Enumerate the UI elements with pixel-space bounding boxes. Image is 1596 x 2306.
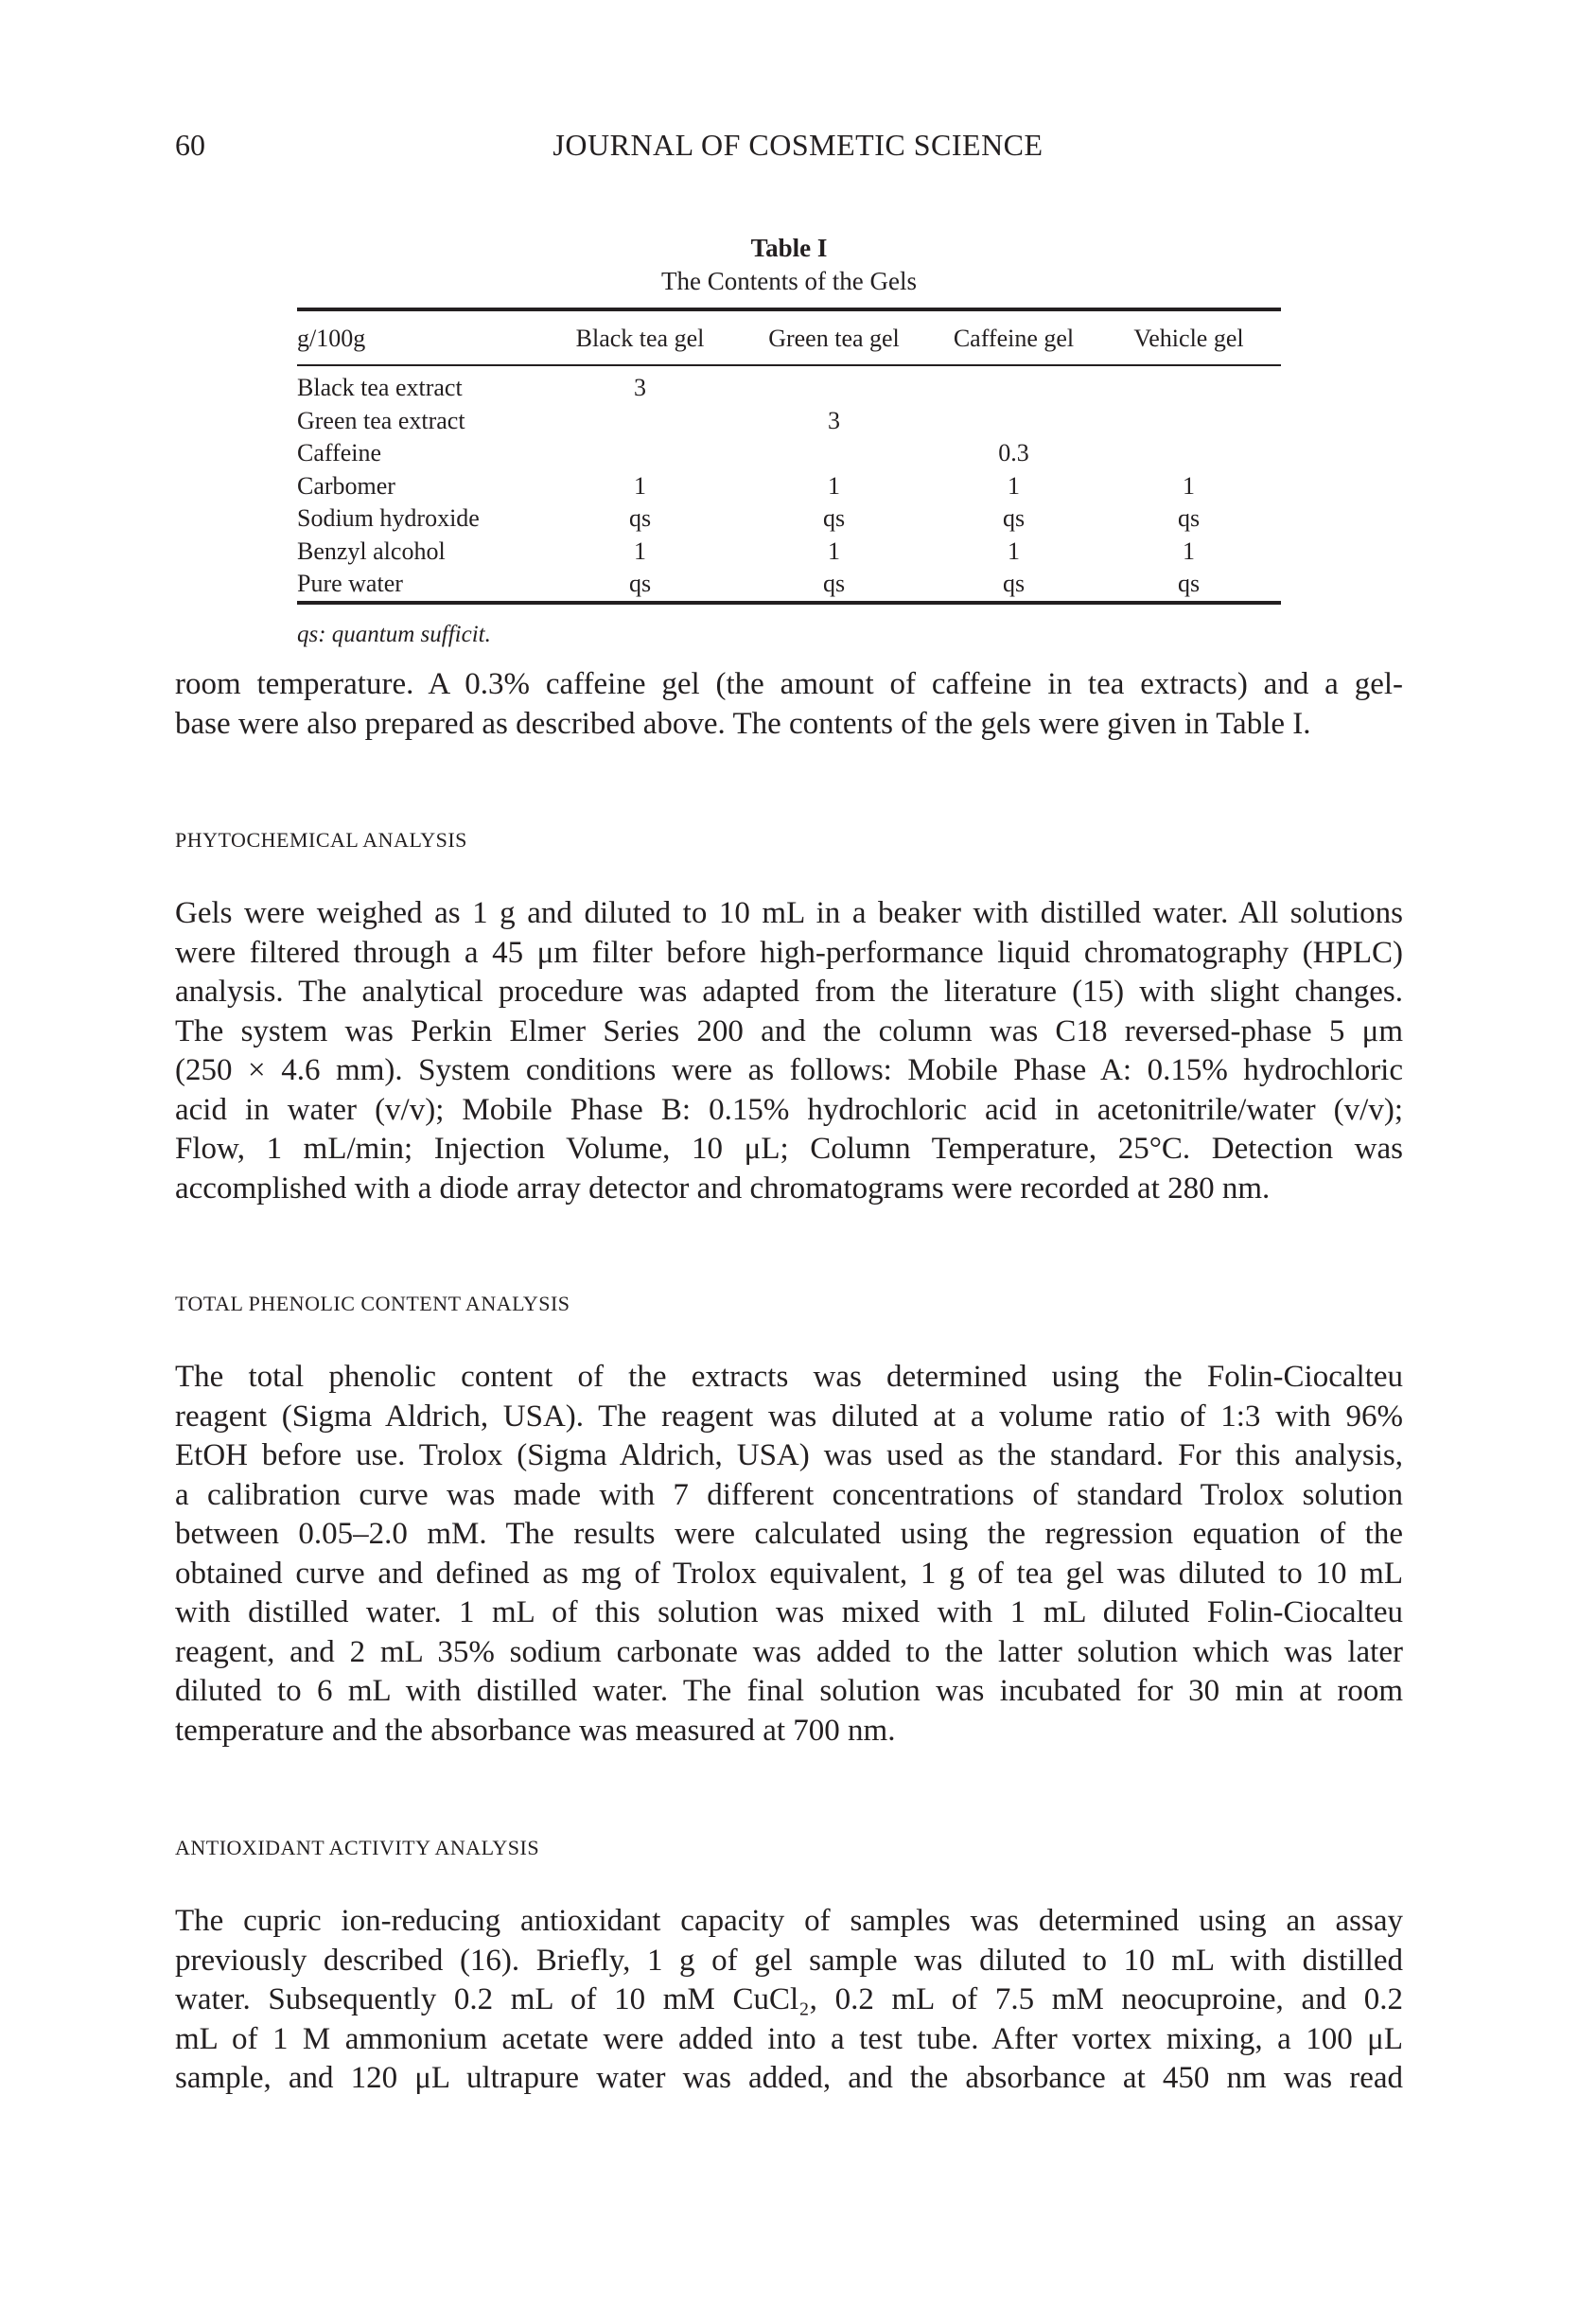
- text-line: obtained curve and defined as mg of Trolox equivalent, 1 g of tea gel was diluted to 10 mL: [175, 1556, 1403, 1591]
- table-label: Table I: [750, 234, 828, 262]
- table-row: [297, 502, 1281, 536]
- paragraph-total-phenolic: [175, 1358, 1403, 1751]
- table-row: [297, 405, 1281, 438]
- text-line: The system was Perkin Elmer Series 200 and the column was C18 reversed-phase 5 μm: [175, 1013, 1403, 1048]
- column-header: g/100g: [297, 325, 366, 352]
- row-label: Black tea extract: [297, 374, 463, 401]
- paragraph-phytochemical: [175, 894, 1403, 1208]
- table-cell: [931, 365, 1096, 405]
- text-line: Flow, 1 mL/min; Injection Volume, 10 μL; Column Temperature, 25°C. Detection was: [175, 1132, 1403, 1166]
- table-cell: qs: [1177, 504, 1201, 532]
- table-footnote: qs: quantum sufficit.: [297, 621, 491, 647]
- text-line: reagent, and 2 mL 35% sodium carbonate was added to the latter solution which was later: [175, 1634, 1403, 1669]
- table-cell: 1: [1183, 471, 1195, 500]
- table-caption: The Contents of the Gels: [661, 267, 917, 295]
- table-cell: 3: [634, 374, 646, 401]
- table-cell: 1: [1183, 537, 1195, 565]
- intro-paragraph: [175, 665, 1403, 744]
- table-cell: qs: [628, 504, 652, 532]
- section-heading-total-phenolic: TOTAL PHENOLIC CONTENT ANALYSIS: [175, 1292, 570, 1315]
- table-row: [297, 536, 1281, 569]
- journal-title: JOURNAL OF COSMETIC SCIENCE: [552, 128, 1044, 162]
- table-cell: 1: [828, 537, 840, 565]
- text-line: Gels were weighed as 1 g and diluted to 10 mL in a beaker with distilled water. All solutions: [175, 896, 1403, 930]
- paragraph-antioxidant: [175, 1902, 1403, 2099]
- text-line: base were also prepared as described above. The contents of the gels were given in Table I.: [175, 706, 1311, 741]
- table-cell: [931, 405, 1096, 438]
- column-header: Vehicle gel: [1133, 325, 1244, 352]
- table-cell: qs: [1002, 570, 1026, 597]
- text-line: temperature and the absorbance was measured at 700 nm.: [175, 1713, 896, 1748]
- table-cell: qs: [822, 504, 846, 532]
- table-row: [297, 470, 1281, 503]
- text-line: water. Subsequently 0.2 mL of 10 mM CuCl₂, 0.2 mL of 7.5 mM neocuproine, and 0.2: [175, 1982, 1403, 2016]
- column-header: Green tea gel: [768, 325, 900, 352]
- text-line: accomplished with a diode array detector and chromatograms were recorded at 280 nm.: [175, 1171, 1271, 1206]
- text-line: (250 × 4.6 mm). System conditions were as follows: Mobile Phase A: 0.15% hydrochloric: [175, 1053, 1403, 1087]
- section-heading-antioxidant: ANTIOXIDANT ACTIVITY ANALYSIS: [175, 1836, 540, 1859]
- text-line: reagent (Sigma Aldrich, USA). The reagent was diluted at a volume ratio of 1:3 with 96%: [175, 1399, 1403, 1434]
- column-header: Black tea gel: [575, 325, 705, 352]
- row-label: Green tea extract: [297, 406, 465, 434]
- running-head: [0, 128, 1596, 175]
- table-header-row: [297, 309, 1281, 365]
- row-label: Benzyl alcohol: [297, 537, 446, 565]
- table-cell: [737, 365, 931, 405]
- text-line: previously described (16). Briefly, 1 g of gel sample was diluted to 10 mL with distilled: [175, 1943, 1403, 1978]
- text-line: a calibration curve was made with 7 different concentrations of standard Trolox solution: [175, 1477, 1403, 1512]
- table-row: [297, 365, 1281, 405]
- table-cell: qs: [822, 570, 846, 597]
- text-line: room temperature. A 0.3% caffeine gel (the amount of caffeine in tea extracts) and a gel-: [175, 667, 1403, 701]
- table-1: [297, 232, 1281, 648]
- table-cell: [1096, 365, 1281, 405]
- text-line: diluted to 6 mL with distilled water. The final solution was incubated for 30 min at room: [175, 1674, 1403, 1708]
- table-row: [297, 568, 1281, 603]
- row-label: Pure water: [297, 570, 403, 597]
- table-cell: qs: [1177, 570, 1201, 597]
- text-line: were filtered through a 45 μm filter before high-performance liquid chromatography (HPLC): [175, 935, 1403, 970]
- table-cell: 3: [828, 406, 840, 434]
- table-cell: qs: [628, 570, 652, 597]
- text-line: with distilled water. 1 mL of this solution was mixed with 1 mL diluted Folin-Ciocalteu: [175, 1595, 1403, 1629]
- section-heading-phytochemical: PHYTOCHEMICAL ANALYSIS: [175, 828, 467, 852]
- table-cell: [543, 405, 737, 438]
- page-number: 60: [175, 128, 205, 162]
- text-line: The cupric ion-reducing antioxidant capacity of samples was determined using an assay: [175, 1904, 1403, 1938]
- table-cell: [1096, 437, 1281, 470]
- gel-contents-table: [297, 308, 1281, 605]
- row-label: Sodium hydroxide: [297, 504, 480, 532]
- text-line: mL of 1 M ammonium acetate were added into a test tube. After vortex mixing, a 100 μL: [175, 2021, 1403, 2056]
- table-cell: 0.3: [998, 439, 1029, 466]
- table-cell: [1096, 405, 1281, 438]
- table-cell: 1: [1008, 471, 1020, 500]
- table-cell: 1: [634, 537, 646, 565]
- text-line: acid in water (v/v); Mobile Phase B: 0.15% hydrochloric acid in acetonitrile/water (v/v);: [175, 1092, 1403, 1127]
- table-cell: [543, 437, 737, 470]
- text-line: sample, and 120 μL ultrapure water was added, and the absorbance at 450 nm was read: [175, 2061, 1403, 2095]
- table-cell: 1: [828, 471, 840, 500]
- table-row: [297, 437, 1281, 470]
- text-line: between 0.05–2.0 mM. The results were calculated using the regression equation of the: [175, 1517, 1403, 1551]
- text-line: analysis. The analytical procedure was adapted from the literature (15) with slight changes.: [175, 975, 1403, 1009]
- table-cell: qs: [1002, 504, 1026, 532]
- table-cell: [737, 437, 931, 470]
- text-line: The total phenolic content of the extracts was determined using the Folin-Ciocalteu: [175, 1360, 1403, 1394]
- row-label: Caffeine: [297, 439, 382, 466]
- table-cell: 1: [1008, 537, 1020, 565]
- table-cell: 1: [634, 471, 646, 500]
- column-header: Caffeine gel: [953, 325, 1075, 352]
- row-label: Carbomer: [297, 471, 395, 500]
- text-line: EtOH before use. Trolox (Sigma Aldrich, USA) was used as the standard. For this analysis,: [175, 1438, 1403, 1472]
